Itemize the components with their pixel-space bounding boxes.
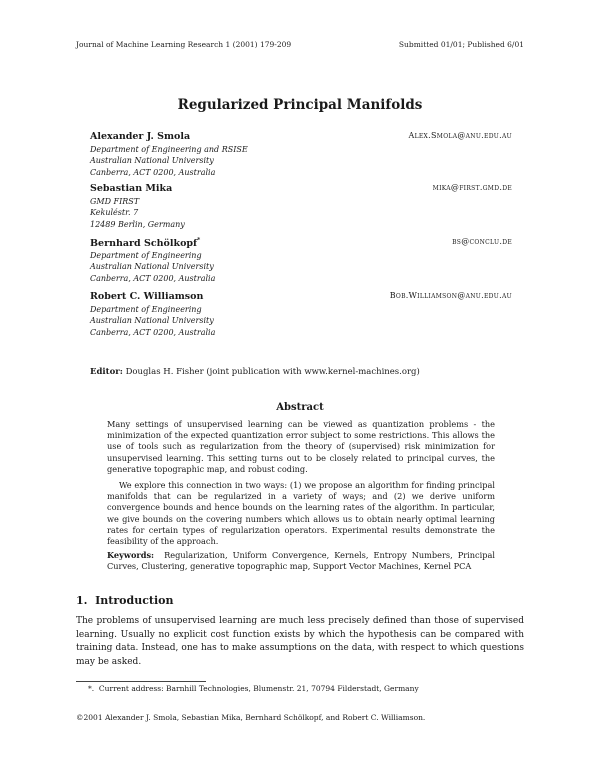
author-name: Sebastian Mika [90, 183, 173, 194]
journal-header: Journal of Machine Learning Research 1 (2001) 179-209 [76, 40, 292, 49]
editor-label: Editor: [90, 367, 123, 377]
author-block [90, 291, 512, 338]
paper-title: Regularized Principal Manifolds [177, 97, 423, 113]
footnote-mark: * [197, 237, 201, 244]
author-block [90, 183, 512, 230]
abstract-paragraph-1: Many settings of unsupervised learning can be viewed as quantization problems - the minimization of the expected quantization error subject to some restrictions. This allows the use of tools such as regularization from the theory of (supervised) risk minimization for unsupervised learning. This setting turns out to be closely related to principal curves, the generative topographic map, and robust coding. [107, 419, 495, 474]
affiliation-line: Australian National University [90, 156, 214, 166]
author-name: Robert C. Williamson [90, 291, 204, 302]
keywords [107, 550, 495, 572]
author-email[interactable]: Bob.Williamson@anu.edu.au [389, 291, 512, 300]
affiliation-line: 12489 Berlin, Germany [90, 219, 185, 229]
editor-text: Douglas H. Fisher (joint publication with www.kernel-machines.org) [125, 367, 420, 377]
affiliation-line: Department of Engineering [90, 305, 202, 314]
affiliation-line: GMD FIRST [90, 197, 140, 206]
author-name-row [90, 237, 512, 250]
author-block [90, 237, 512, 284]
author-name: Bernhard Schölkopf [90, 238, 198, 250]
author-name: Alexander J. Smola [90, 131, 191, 142]
keywords-text: Regularization, Uniform Convergence, Kernels, Entropy Numbers, Principal Curves, Clustering, generative topographic map, Support Vector Machines, Kernel PCA [107, 550, 495, 572]
affiliation-line: Kekuléstr. 7 [90, 208, 139, 218]
affiliation-line: Department of Engineering [90, 251, 202, 260]
affiliation-line: Australian National University [90, 316, 214, 326]
footnote [88, 684, 419, 693]
affiliation-line: Australian National University [90, 262, 214, 272]
section-title: Introduction [95, 594, 174, 607]
affiliation-line: Canberra, ACT 0200, Australia [90, 273, 216, 283]
keywords-label: Keywords: [107, 550, 155, 560]
abstract-paragraph-2: We explore this connection in two ways: (1) we propose an algorithm for finding principal manifolds that can be regularized in a variety of ways; and (2) we derive uniform convergence bounds and hence bounds on the learning rates of the algorithm. In particular, we give bounds on the covering numbers which allows us to obtain nearly optimal learning rates for certain types of regularization operators. Experimental results demonstrate the feasibility of the approach. [107, 480, 495, 547]
abstract-heading: Abstract [276, 402, 324, 413]
author-block [90, 131, 512, 178]
author-email[interactable]: bs@conclu.de [452, 237, 512, 246]
submission-dates: Submitted 01/01; Published 6/01 [398, 40, 524, 49]
editor-line [90, 367, 420, 377]
section-heading [76, 594, 174, 607]
affiliation-line: Department of Engineering and RSISE [90, 145, 248, 154]
copyright-notice: ©2001 Alexander J. Smola, Sebastian Mika, Bernhard Schölkopf, and Robert C. Williamson. [76, 713, 426, 722]
affiliation-line: Canberra, ACT 0200, Australia [90, 327, 216, 337]
author-email[interactable]: Alex.Smola@anu.edu.au [408, 131, 512, 140]
affiliation-line: Canberra, ACT 0200, Australia [90, 167, 216, 177]
footnote-divider [76, 681, 206, 682]
footnote-text: Current address: Barnhill Technologies, Blumenstr. 21, 70794 Filderstadt, Germany [98, 684, 419, 693]
footnote-mark: *. [88, 684, 95, 693]
intro-paragraph: The problems of unsupervised learning are much less precisely defined than those of supervised learning. Usually no explicit cost function exists by which the hypothesis can be compared with training data. Instead, one has to make assumptions on the data, with respect to which questions may be asked. [76, 616, 524, 667]
author-email[interactable]: mika@first.gmd.de [432, 183, 512, 192]
section-number: 1. [76, 594, 88, 607]
